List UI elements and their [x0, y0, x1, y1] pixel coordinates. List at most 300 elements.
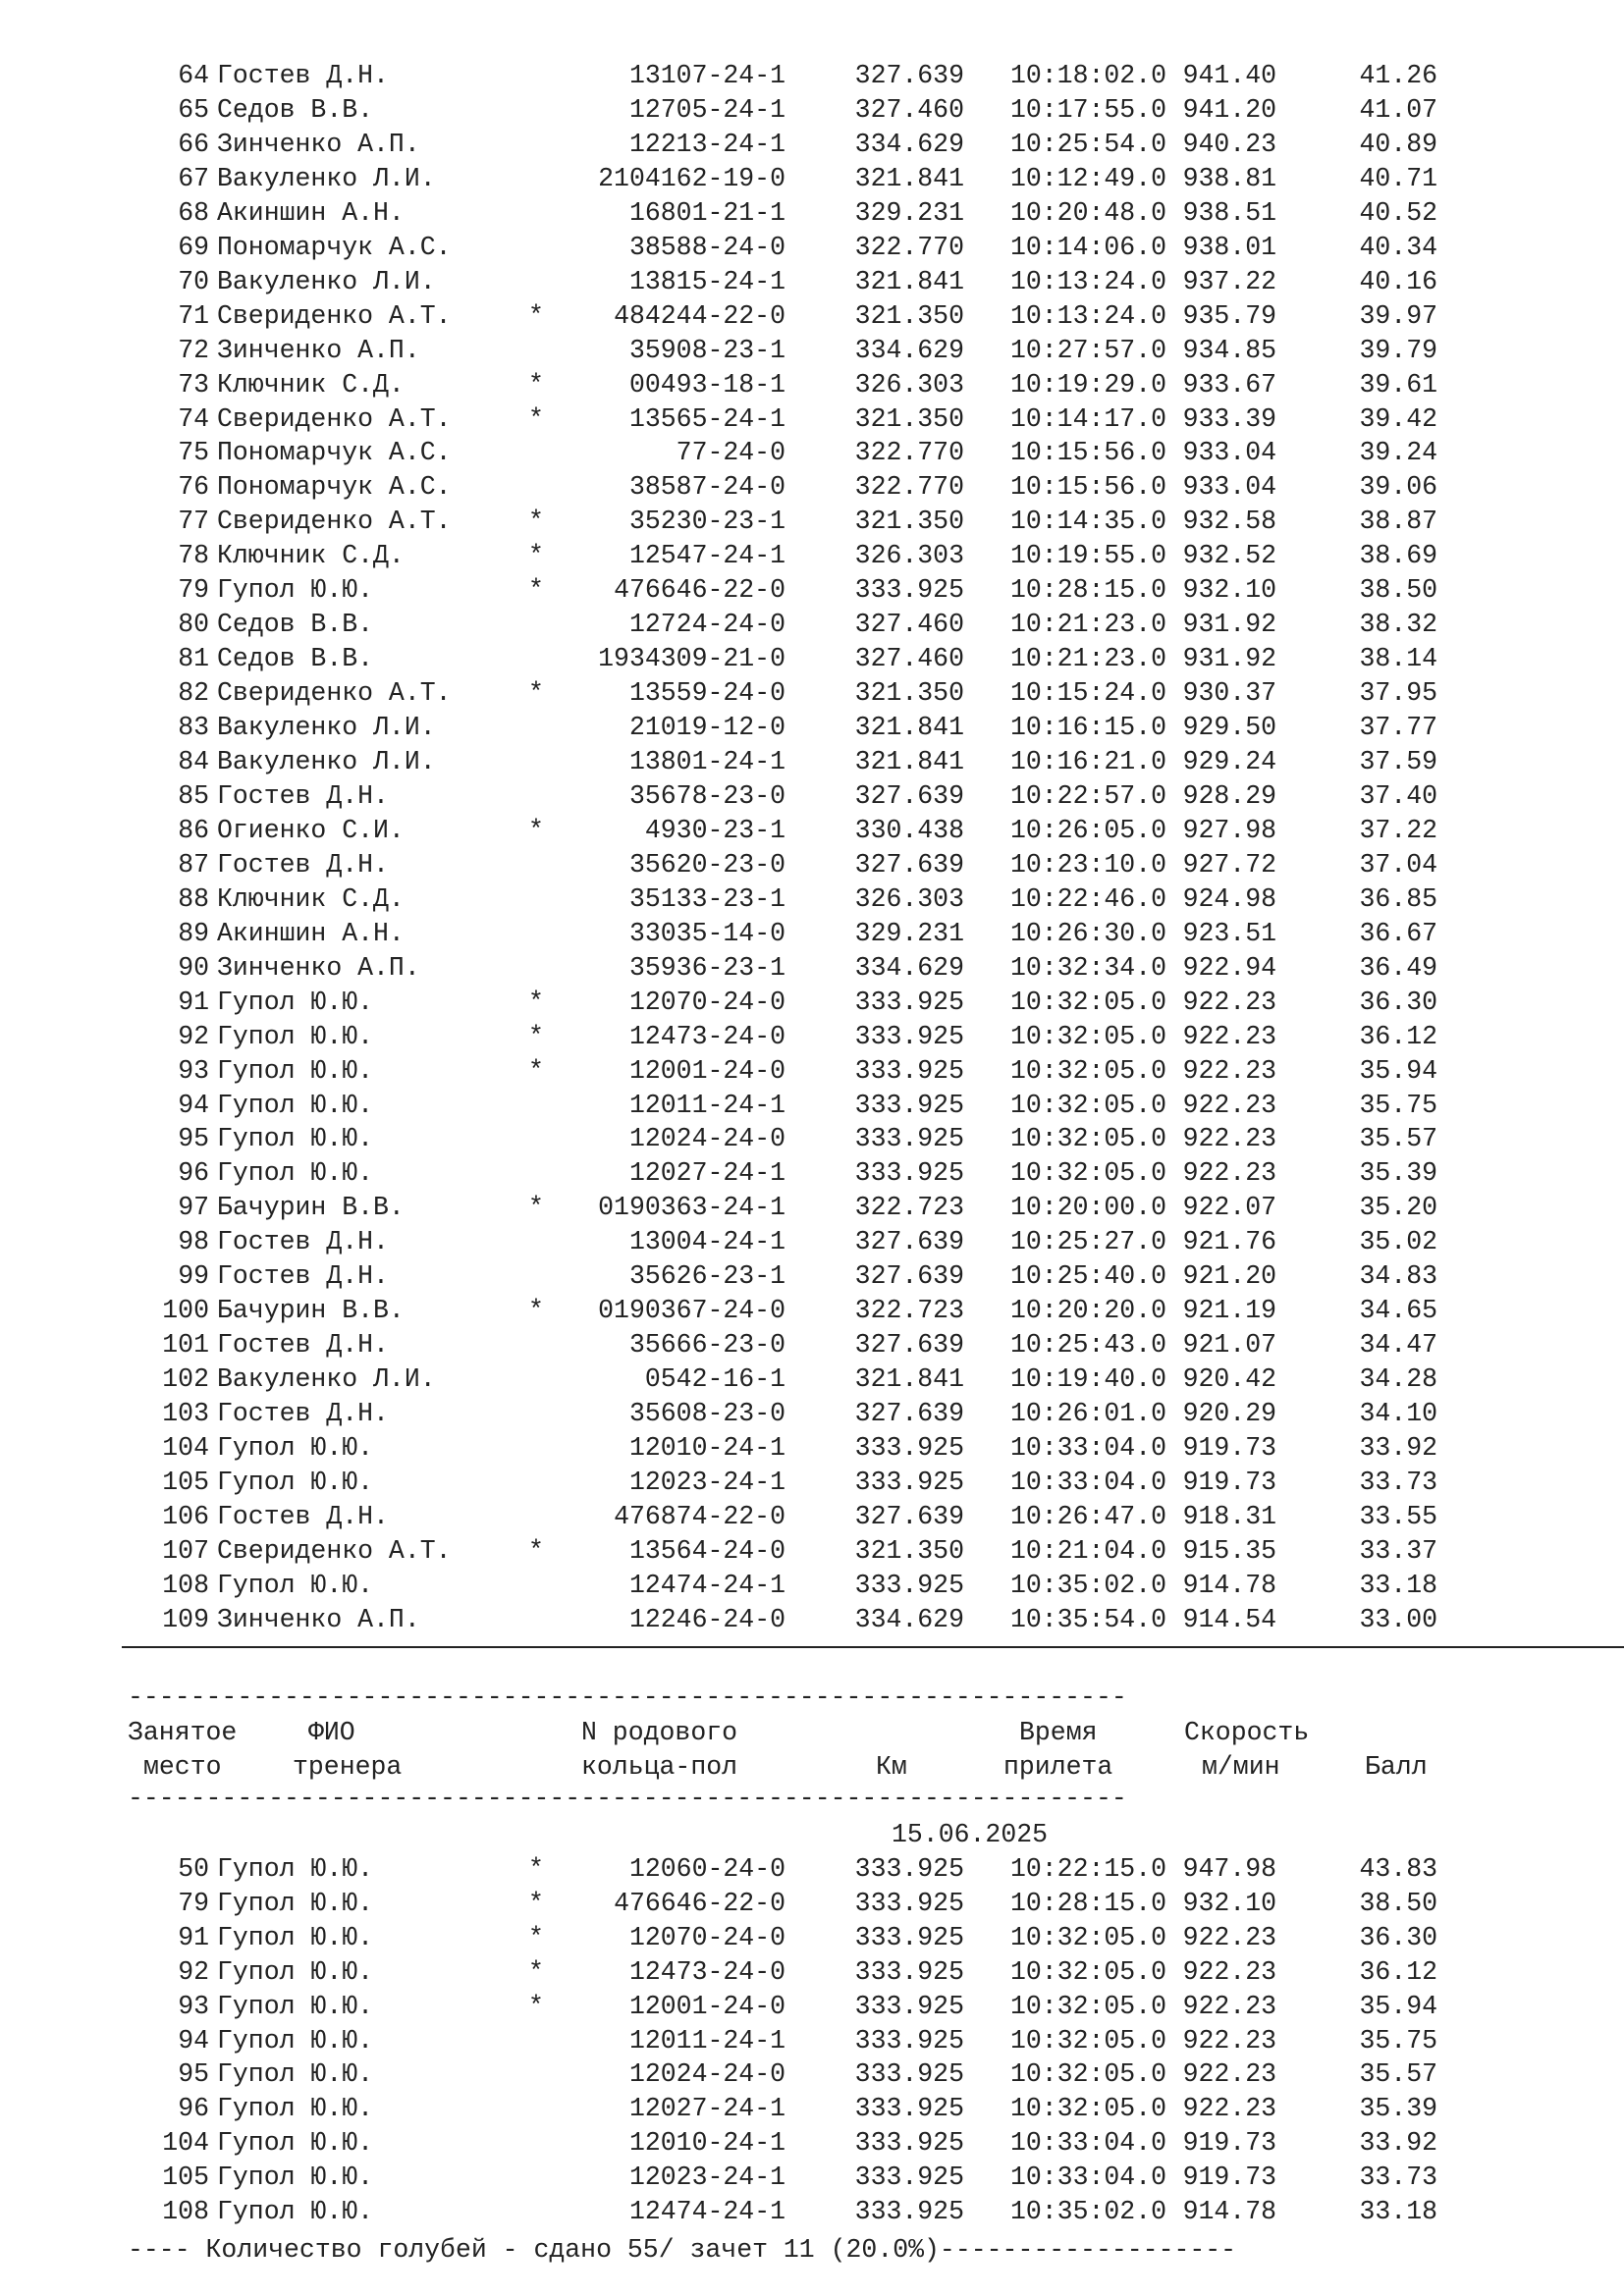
place-cell: 105 [162, 2163, 209, 2193]
place-cell: 64 [178, 61, 209, 90]
ring-cell: 0190367-24-0 [598, 1296, 785, 1326]
place-cell: 68 [178, 197, 209, 228]
arrival-time-cell: 10:25:40.0 [1009, 1261, 1166, 1292]
km-cell: 330.438 [854, 815, 964, 845]
trainer-name-cell: Гостев Д.Н. [217, 1399, 389, 1429]
ring-cell: 4930-23-1 [644, 815, 785, 845]
trainer-name-cell: Акиншин А.Н. [217, 197, 405, 228]
table-row [0, 162, 1624, 196]
km-cell: 327.639 [854, 1227, 964, 1257]
speed-cell: 920.29 [1182, 1399, 1276, 1429]
trainer-name-cell: Гупол Ю.Ю. [217, 2128, 374, 2159]
km-cell: 326.303 [854, 369, 964, 400]
trainer-name-cell: Свериденко А.Т. [217, 403, 452, 434]
speed-cell: 937.22 [1182, 266, 1276, 296]
trainer-name-cell: Гупол Ю.Ю. [217, 1021, 374, 1051]
table-row [0, 1122, 1624, 1156]
trainer-name-cell: Гупол Ю.Ю. [217, 1956, 374, 1987]
place-cell: 77 [178, 507, 209, 537]
ring-cell: 35678-23-0 [628, 780, 785, 811]
place-cell: 100 [162, 1296, 209, 1326]
col-place-1: Занятое [128, 1718, 238, 1747]
score-cell: 35.39 [1359, 1158, 1437, 1189]
speed-cell: 919.73 [1182, 2163, 1276, 2193]
trainer-name-cell: Пономарчук А.С. [217, 472, 452, 503]
table-row [0, 1887, 1624, 1921]
ring-cell: 12010-24-1 [628, 2128, 785, 2159]
km-cell: 321.350 [854, 403, 964, 434]
table-row [0, 1089, 1624, 1123]
speed-cell: 922.07 [1182, 1193, 1276, 1223]
table-row [0, 231, 1624, 265]
score-cell: 33.92 [1359, 1433, 1437, 1463]
trainer-name-cell: Гостев Д.Н. [217, 1261, 389, 1292]
col-name-1: ФИО [308, 1718, 355, 1747]
arrival-time-cell: 10:22:15.0 [1009, 1854, 1166, 1884]
table-row [0, 1054, 1624, 1089]
arrival-time-cell: 10:15:56.0 [1009, 472, 1166, 503]
place-cell: 89 [178, 918, 209, 948]
place-cell: 82 [178, 678, 209, 709]
table-row [0, 196, 1624, 231]
table-row [0, 951, 1624, 986]
place-cell: 72 [178, 335, 209, 365]
ring-cell: 13801-24-1 [628, 747, 785, 776]
arrival-time-cell: 10:14:35.0 [1009, 507, 1166, 537]
score-cell: 35.94 [1359, 1055, 1437, 1086]
table-bottom-rule [122, 1646, 1624, 1648]
km-cell: 327.639 [854, 61, 964, 90]
speed-cell: 920.42 [1182, 1364, 1276, 1395]
mark-cell: * [528, 507, 544, 537]
km-cell: 326.303 [854, 541, 964, 571]
km-cell: 333.925 [854, 2128, 964, 2159]
table-row [0, 814, 1624, 848]
table-row [0, 745, 1624, 779]
km-cell: 322.723 [854, 1296, 964, 1326]
ring-cell: 12724-24-0 [628, 610, 785, 640]
speed-cell: 918.31 [1182, 1501, 1276, 1531]
trainer-name-cell: Гостев Д.Н. [217, 1501, 389, 1531]
ring-cell: 12001-24-0 [628, 1055, 785, 1086]
place-cell: 104 [162, 2128, 209, 2159]
ring-cell: 13004-24-1 [628, 1227, 785, 1257]
km-cell: 322.770 [854, 232, 964, 262]
place-cell: 93 [178, 1055, 209, 1086]
km-cell: 333.925 [854, 1991, 964, 2021]
place-cell: 84 [178, 747, 209, 776]
ring-cell: 12474-24-1 [628, 2197, 785, 2226]
place-cell: 97 [178, 1193, 209, 1223]
arrival-time-cell: 10:13:24.0 [1009, 300, 1166, 331]
speed-cell: 932.58 [1182, 507, 1276, 537]
km-cell: 333.925 [854, 1854, 964, 1884]
arrival-time-cell: 10:25:27.0 [1009, 1227, 1166, 1257]
km-cell: 333.925 [854, 1922, 964, 1952]
trainer-name-cell: Зинченко А.П. [217, 129, 420, 159]
place-cell: 90 [178, 952, 209, 983]
ring-cell: 13564-24-0 [628, 1535, 785, 1566]
place-cell: 98 [178, 1227, 209, 1257]
speed-cell: 929.24 [1182, 747, 1276, 776]
speed-cell: 931.92 [1182, 644, 1276, 674]
km-cell: 333.925 [854, 1055, 964, 1086]
score-cell: 35.94 [1359, 1991, 1437, 2021]
score-cell: 41.26 [1359, 61, 1437, 90]
trainer-name-cell: Гостев Д.Н. [217, 780, 389, 811]
arrival-time-cell: 10:32:05.0 [1009, 2059, 1166, 2090]
summary-footer: ---- Количество голубей - сдано 55/ зачет 11 (20.0%)------------------- [128, 2235, 1237, 2265]
ring-cell: 35908-23-1 [628, 335, 785, 365]
km-cell: 333.925 [854, 1433, 964, 1463]
km-cell: 321.841 [854, 163, 964, 193]
arrival-time-cell: 10:32:05.0 [1009, 2094, 1166, 2124]
arrival-time-cell: 10:32:34.0 [1009, 952, 1166, 983]
speed-cell: 932.10 [1182, 1888, 1276, 1918]
place-cell: 91 [178, 1922, 209, 1952]
score-cell: 41.07 [1359, 94, 1437, 125]
speed-cell: 915.35 [1182, 1535, 1276, 1566]
speed-cell: 932.10 [1182, 575, 1276, 606]
mark-cell: * [528, 403, 544, 434]
place-cell: 99 [178, 1261, 209, 1292]
score-cell: 33.18 [1359, 2197, 1437, 2226]
ring-cell: 476874-22-0 [614, 1501, 785, 1531]
speed-cell: 934.85 [1182, 335, 1276, 365]
arrival-time-cell: 10:32:05.0 [1009, 1158, 1166, 1189]
col-score: Балл [1365, 1752, 1428, 1782]
speed-cell: 922.23 [1182, 1090, 1276, 1120]
km-cell: 333.925 [854, 2094, 964, 2124]
mark-cell: * [528, 1296, 544, 1326]
km-cell: 322.770 [854, 438, 964, 468]
ring-cell: 13815-24-1 [628, 266, 785, 296]
arrival-time-cell: 10:22:57.0 [1009, 780, 1166, 811]
trainer-name-cell: Гостев Д.Н. [217, 1330, 389, 1361]
km-cell: 333.925 [854, 2025, 964, 2056]
arrival-time-cell: 10:21:23.0 [1009, 610, 1166, 640]
trainer-name-cell: Зинченко А.П. [217, 335, 420, 365]
table-row [0, 2161, 1624, 2195]
arrival-time-cell: 10:19:40.0 [1009, 1364, 1166, 1395]
score-cell: 37.95 [1359, 678, 1437, 709]
arrival-time-cell: 10:32:05.0 [1009, 1090, 1166, 1120]
table-row [0, 1852, 1624, 1887]
ring-cell: 12473-24-0 [628, 1956, 785, 1987]
km-cell: 321.841 [854, 713, 964, 743]
arrival-time-cell: 10:12:49.0 [1009, 163, 1166, 193]
km-cell: 321.350 [854, 507, 964, 537]
score-cell: 36.12 [1359, 1956, 1437, 1987]
trainer-name-cell: Гупол Ю.Ю. [217, 1055, 374, 1086]
speed-cell: 941.40 [1182, 61, 1276, 90]
ring-cell: 35133-23-1 [628, 883, 785, 914]
table-row [0, 1921, 1624, 1955]
km-cell: 334.629 [854, 1604, 964, 1634]
arrival-time-cell: 10:35:54.0 [1009, 1604, 1166, 1634]
km-cell: 321.841 [854, 747, 964, 776]
place-cell: 94 [178, 1090, 209, 1120]
km-cell: 333.925 [854, 1090, 964, 1120]
trainer-name-cell: Гупол Ю.Ю. [217, 575, 374, 606]
table-row [0, 1191, 1624, 1225]
score-cell: 34.65 [1359, 1296, 1437, 1326]
table-row [0, 402, 1624, 437]
table-row [0, 1603, 1624, 1637]
km-cell: 322.723 [854, 1193, 964, 1223]
trainer-name-cell: Гостев Д.Н. [217, 1227, 389, 1257]
speed-cell: 932.52 [1182, 541, 1276, 571]
table-row [0, 882, 1624, 917]
table-row [0, 1225, 1624, 1259]
km-cell: 327.639 [854, 1501, 964, 1531]
score-cell: 40.34 [1359, 232, 1437, 262]
table-row [0, 539, 1624, 573]
table-row [0, 93, 1624, 128]
table-row [0, 2024, 1624, 2058]
arrival-time-cell: 10:17:55.0 [1009, 94, 1166, 125]
table-row [0, 1397, 1624, 1431]
place-cell: 92 [178, 1021, 209, 1051]
km-cell: 327.639 [854, 849, 964, 880]
score-cell: 34.83 [1359, 1261, 1437, 1292]
table-row [0, 436, 1624, 470]
score-cell: 36.30 [1359, 987, 1437, 1017]
place-cell: 69 [178, 232, 209, 262]
trainer-name-cell: Гупол Ю.Ю. [217, 1433, 374, 1463]
speed-cell: 933.39 [1182, 403, 1276, 434]
arrival-time-cell: 10:33:04.0 [1009, 1433, 1166, 1463]
mark-cell: * [528, 1991, 544, 2021]
speed-cell: 914.78 [1182, 2197, 1276, 2226]
ring-cell: 12060-24-0 [628, 1854, 785, 1884]
km-cell: 333.925 [854, 1888, 964, 1918]
ring-cell: 0542-16-1 [644, 1364, 785, 1395]
ring-cell: 35608-23-0 [628, 1399, 785, 1429]
arrival-time-cell: 10:14:17.0 [1009, 403, 1166, 434]
trainer-name-cell: Пономарчук А.С. [217, 232, 452, 262]
ring-cell: 35230-23-1 [628, 507, 785, 537]
speed-cell: 922.23 [1182, 2059, 1276, 2090]
mark-cell: * [528, 987, 544, 1017]
mark-cell: * [528, 541, 544, 571]
arrival-time-cell: 10:15:24.0 [1009, 678, 1166, 709]
ring-cell: 77-24-0 [676, 438, 785, 468]
arrival-time-cell: 10:26:30.0 [1009, 918, 1166, 948]
speed-cell: 922.23 [1182, 1991, 1276, 2021]
arrival-time-cell: 10:26:01.0 [1009, 1399, 1166, 1429]
trainer-name-cell: Гупол Ю.Ю. [217, 2197, 374, 2226]
col-place-2: место [143, 1752, 222, 1782]
km-cell: 321.350 [854, 300, 964, 331]
score-cell: 38.14 [1359, 644, 1437, 674]
speed-cell: 938.51 [1182, 197, 1276, 228]
table-row [0, 848, 1624, 882]
table-row [0, 608, 1624, 642]
speed-cell: 931.92 [1182, 610, 1276, 640]
trainer-name-cell: Гупол Ю.Ю. [217, 1158, 374, 1189]
place-cell: 101 [162, 1330, 209, 1361]
table-row [0, 1362, 1624, 1397]
trainer-name-cell: Вакуленко Л.И. [217, 713, 436, 743]
score-cell: 38.50 [1359, 1888, 1437, 1918]
arrival-time-cell: 10:14:06.0 [1009, 232, 1166, 262]
ring-cell: 21019-12-0 [628, 713, 785, 743]
score-cell: 36.49 [1359, 952, 1437, 983]
speed-cell: 922.23 [1182, 1124, 1276, 1154]
trainer-name-cell: Свериденко А.Т. [217, 300, 452, 331]
place-cell: 70 [178, 266, 209, 296]
mark-cell: * [528, 1854, 544, 1884]
col-time-1: Время [1019, 1718, 1098, 1747]
arrival-time-cell: 10:15:56.0 [1009, 438, 1166, 468]
trainer-name-cell: Зинченко А.П. [217, 1604, 420, 1634]
speed-cell: 928.29 [1182, 780, 1276, 811]
km-cell: 334.629 [854, 952, 964, 983]
score-cell: 35.57 [1359, 2059, 1437, 2090]
km-cell: 333.925 [854, 1467, 964, 1497]
table-row [0, 299, 1624, 334]
score-cell: 33.73 [1359, 1467, 1437, 1497]
speed-cell: 922.23 [1182, 1158, 1276, 1189]
speed-cell: 921.76 [1182, 1227, 1276, 1257]
trainer-name-cell: Гупол Ю.Ю. [217, 1090, 374, 1120]
score-cell: 40.71 [1359, 163, 1437, 193]
col-name-2: тренера [293, 1752, 403, 1782]
km-cell: 327.639 [854, 1399, 964, 1429]
speed-cell: 921.07 [1182, 1330, 1276, 1361]
ring-cell: 35626-23-1 [628, 1261, 785, 1292]
trainer-name-cell: Свериденко А.Т. [217, 678, 452, 709]
arrival-time-cell: 10:25:43.0 [1009, 1330, 1166, 1361]
table-row [0, 2092, 1624, 2126]
speed-cell: 919.73 [1182, 1433, 1276, 1463]
trainer-name-cell: Гостев Д.Н. [217, 849, 389, 880]
header-top-dash: ---------------------------------------------------------------- [128, 1682, 1127, 1712]
km-cell: 329.231 [854, 197, 964, 228]
mark-cell: * [528, 1535, 544, 1566]
ring-cell: 12024-24-0 [628, 1124, 785, 1154]
mark-cell: * [528, 1021, 544, 1051]
score-cell: 33.18 [1359, 1570, 1437, 1600]
score-cell: 38.69 [1359, 541, 1437, 571]
score-cell: 37.22 [1359, 815, 1437, 845]
score-cell: 33.55 [1359, 1501, 1437, 1531]
km-cell: 321.350 [854, 1535, 964, 1566]
arrival-time-cell: 10:20:48.0 [1009, 197, 1166, 228]
place-cell: 95 [178, 1124, 209, 1154]
ring-cell: 2104162-19-0 [598, 163, 785, 193]
place-cell: 102 [162, 1364, 209, 1395]
score-cell: 35.20 [1359, 1193, 1437, 1223]
table-row [0, 368, 1624, 402]
score-cell: 35.75 [1359, 2025, 1437, 2056]
ring-cell: 35666-23-0 [628, 1330, 785, 1361]
arrival-time-cell: 10:21:23.0 [1009, 644, 1166, 674]
mark-cell: * [528, 1922, 544, 1952]
score-cell: 43.83 [1359, 1854, 1437, 1884]
arrival-time-cell: 10:27:57.0 [1009, 335, 1166, 365]
speed-cell: 919.73 [1182, 2128, 1276, 2159]
score-cell: 36.30 [1359, 1922, 1437, 1952]
speed-cell: 919.73 [1182, 1467, 1276, 1497]
ring-cell: 12011-24-1 [628, 2025, 785, 2056]
trainer-name-cell: Бачурин В.В. [217, 1193, 405, 1223]
score-cell: 37.04 [1359, 849, 1437, 880]
speed-cell: 922.94 [1182, 952, 1276, 983]
place-cell: 66 [178, 129, 209, 159]
mark-cell: * [528, 1193, 544, 1223]
trainer-name-cell: Акиншин А.Н. [217, 918, 405, 948]
km-cell: 321.841 [854, 1364, 964, 1395]
place-cell: 108 [162, 2197, 209, 2226]
place-cell: 79 [178, 1888, 209, 1918]
ring-cell: 476646-22-0 [614, 1888, 785, 1918]
ring-cell: 35620-23-0 [628, 849, 785, 880]
score-cell: 33.73 [1359, 2163, 1437, 2193]
place-cell: 65 [178, 94, 209, 125]
score-cell: 40.89 [1359, 129, 1437, 159]
arrival-time-cell: 10:28:15.0 [1009, 575, 1166, 606]
trainer-name-cell: Гупол Ю.Ю. [217, 1888, 374, 1918]
mark-cell: * [528, 815, 544, 845]
place-cell: 80 [178, 610, 209, 640]
arrival-time-cell: 10:35:02.0 [1009, 1570, 1166, 1600]
speed-cell: 922.23 [1182, 2025, 1276, 2056]
ring-cell: 12070-24-0 [628, 987, 785, 1017]
score-cell: 36.12 [1359, 1021, 1437, 1051]
place-cell: 78 [178, 541, 209, 571]
trainer-name-cell: Гупол Ю.Ю. [217, 2163, 374, 2193]
km-cell: 327.639 [854, 1330, 964, 1361]
col-ring-1: N родового [581, 1718, 738, 1747]
km-cell: 333.925 [854, 2059, 964, 2090]
score-cell: 33.92 [1359, 2128, 1437, 2159]
score-cell: 37.77 [1359, 713, 1437, 743]
place-cell: 109 [162, 1604, 209, 1634]
km-cell: 322.770 [854, 472, 964, 503]
header-bottom-dash: ---------------------------------------------------------------- [128, 1784, 1127, 1813]
speed-cell: 927.98 [1182, 815, 1276, 845]
arrival-time-cell: 10:33:04.0 [1009, 2128, 1166, 2159]
col-speed-1: Скорость [1184, 1718, 1310, 1747]
speed-cell: 921.19 [1182, 1296, 1276, 1326]
ring-cell: 12023-24-1 [628, 2163, 785, 2193]
km-cell: 334.629 [854, 129, 964, 159]
trainer-name-cell: Пономарчук А.С. [217, 438, 452, 468]
speed-cell: 933.04 [1182, 438, 1276, 468]
place-cell: 96 [178, 2094, 209, 2124]
arrival-time-cell: 10:33:04.0 [1009, 2163, 1166, 2193]
ring-cell: 13565-24-1 [628, 403, 785, 434]
speed-cell: 930.37 [1182, 678, 1276, 709]
trainer-name-cell: Зинченко А.П. [217, 952, 420, 983]
place-cell: 79 [178, 575, 209, 606]
speed-cell: 922.23 [1182, 1956, 1276, 1987]
place-cell: 104 [162, 1433, 209, 1463]
table-row [0, 128, 1624, 162]
ring-cell: 476646-22-0 [614, 575, 785, 606]
km-cell: 321.841 [854, 266, 964, 296]
place-cell: 88 [178, 883, 209, 914]
arrival-time-cell: 10:20:00.0 [1009, 1193, 1166, 1223]
place-cell: 106 [162, 1501, 209, 1531]
trainer-name-cell: Ключник С.Д. [217, 369, 405, 400]
speed-cell: 938.81 [1182, 163, 1276, 193]
score-cell: 35.75 [1359, 1090, 1437, 1120]
trainer-name-cell: Свериденко А.Т. [217, 1535, 452, 1566]
score-cell: 39.79 [1359, 335, 1437, 365]
